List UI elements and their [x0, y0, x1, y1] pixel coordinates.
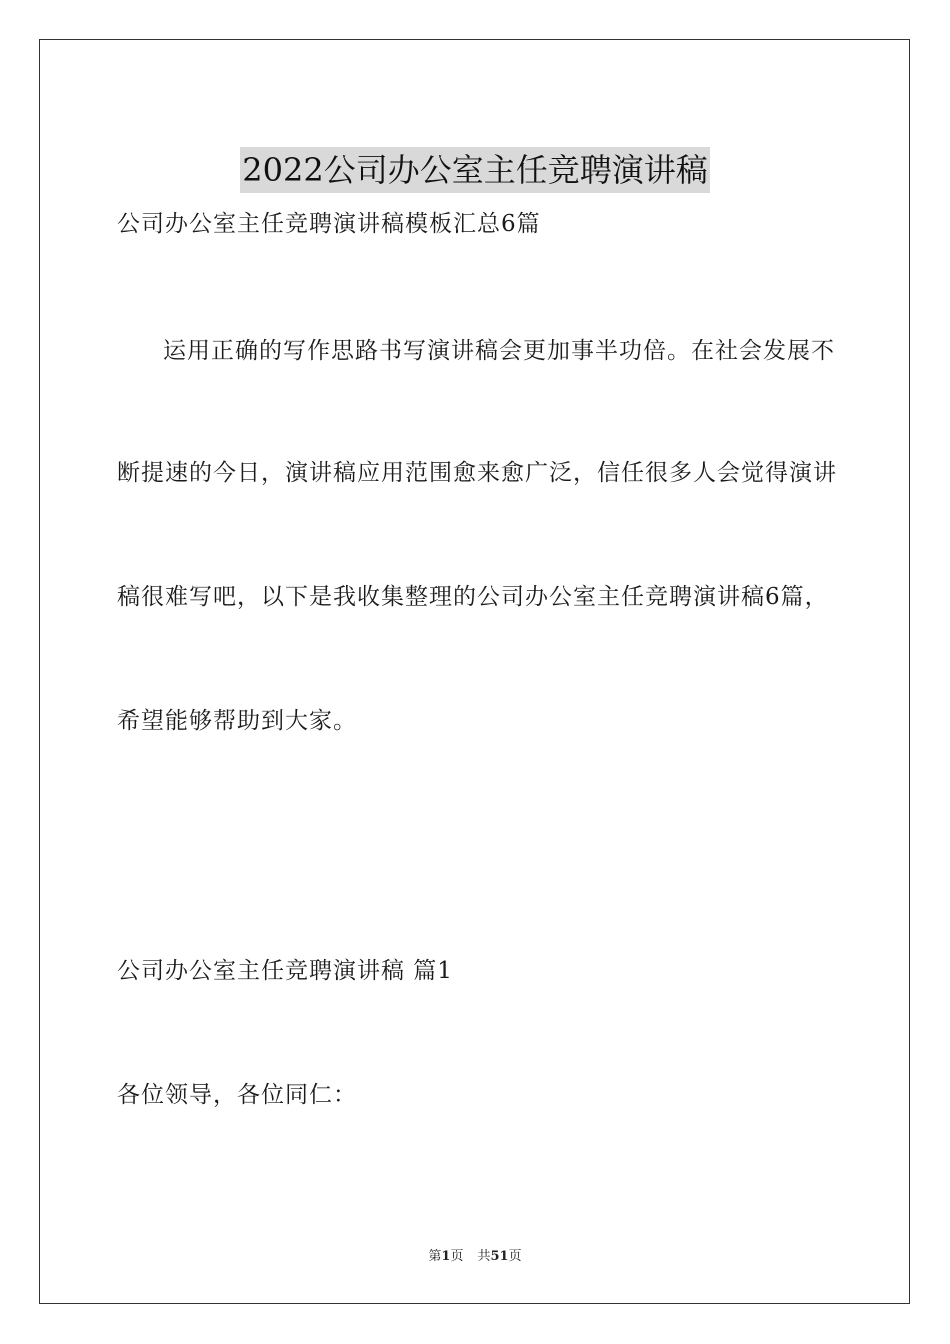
footer-page-number: 1 [441, 1249, 451, 1264]
section-heading: 公司办公室主任竞聘演讲稿 篇1 [117, 958, 453, 984]
page-footer [0, 1248, 950, 1266]
footer-page-suffix: 页 [450, 1249, 464, 1264]
paragraph-line-2: 断提速的今日，演讲稿应用范围愈来愈广泛，信任很多人会觉得演讲 [117, 460, 837, 486]
paragraph-line-4: 希望能够帮助到大家。 [117, 708, 357, 734]
footer-page-prefix: 第 [428, 1249, 442, 1264]
footer-total-suffix: 页 [508, 1249, 522, 1264]
paragraph-line-1: 运用正确的写作思路书写演讲稿会更加事半功倍。在社会发展不 [163, 338, 835, 364]
paragraph-line-3: 稿很难写吧，以下是我收集整理的公司办公室主任竞聘演讲稿6篇， [117, 584, 829, 610]
document-title: 2022公司办公室主任竞聘演讲稿 [240, 147, 709, 193]
footer-total-pages: 51 [490, 1249, 509, 1264]
footer-total-prefix: 共 [477, 1249, 491, 1264]
title-container [0, 126, 950, 215]
salutation: 各位领导，各位同仁： [117, 1082, 357, 1108]
document-subtitle: 公司办公室主任竞聘演讲稿模板汇总6篇 [117, 211, 541, 237]
